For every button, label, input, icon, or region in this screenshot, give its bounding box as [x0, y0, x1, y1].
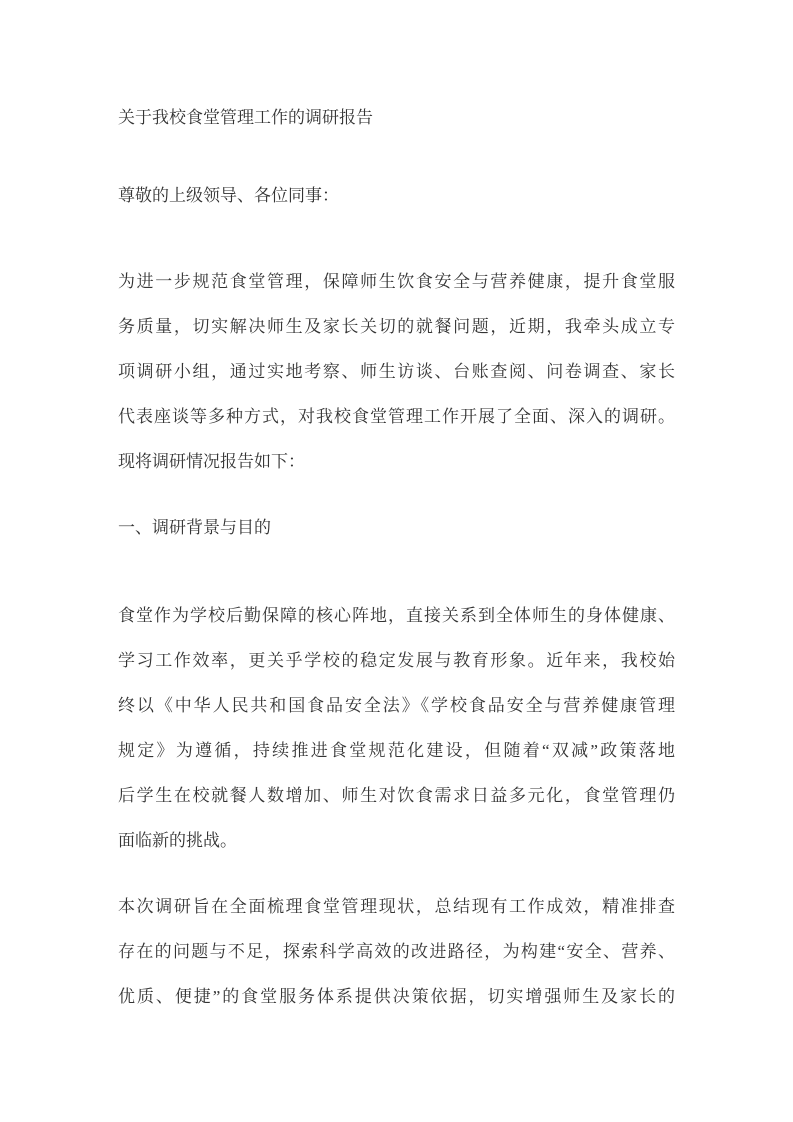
text-line: 现将调研情况报告如下： [118, 452, 305, 471]
salutation-line: 尊敬的上级领导、各位同事： [118, 186, 339, 205]
paragraph-intro [118, 259, 675, 484]
text-line: 存在的问题与不足，探索科学高效的改进路径，为构建“安全、营养、 [118, 942, 675, 961]
section-heading-background-purpose: 一、调研背景与目的 [118, 518, 271, 537]
paragraph-background [118, 593, 675, 863]
text-line: 后学生在校就餐人数增加、师生对饮食需求日益多元化，食堂管理仍 [118, 786, 675, 805]
text-line: 务质量，切实解决师生及家长关切的就餐问题，近期，我牵头成立专 [118, 317, 675, 336]
text-line: 优质、便捷”的食堂服务体系提供决策依据，切实增强师生及家长的 [118, 987, 675, 1006]
text-line: 为进一步规范食堂管理，保障师生饮食安全与营养健康，提升食堂服 [118, 272, 675, 291]
text-line: 本次调研旨在全面梳理食堂管理现状，总结现有工作成效，精准排查 [118, 897, 675, 916]
text-line: 规定》为遵循，持续推进食堂规范化建设，但随着“双减”政策落地 [118, 741, 675, 760]
text-line: 食堂作为学校后勤保障的核心阵地，直接关系到全体师生的身体健康、 [118, 606, 675, 625]
text-line: 终以《中华人民共和国食品安全法》《学校食品安全与营养健康管理 [118, 696, 675, 715]
document-title: 关于我校食堂管理工作的调研报告 [118, 108, 373, 127]
paragraph-purpose [118, 884, 675, 1019]
text-line: 项调研小组，通过实地考察、师生访谈、台账查阅、问卷调查、家长 [118, 362, 675, 381]
text-line: 代表座谈等多种方式，对我校食堂管理工作开展了全面、深入的调研。 [118, 407, 675, 426]
text-line: 学习工作效率，更关乎学校的稳定发展与教育形象。近年来，我校始 [118, 651, 675, 670]
text-line: 面临新的挑战。 [118, 831, 237, 850]
